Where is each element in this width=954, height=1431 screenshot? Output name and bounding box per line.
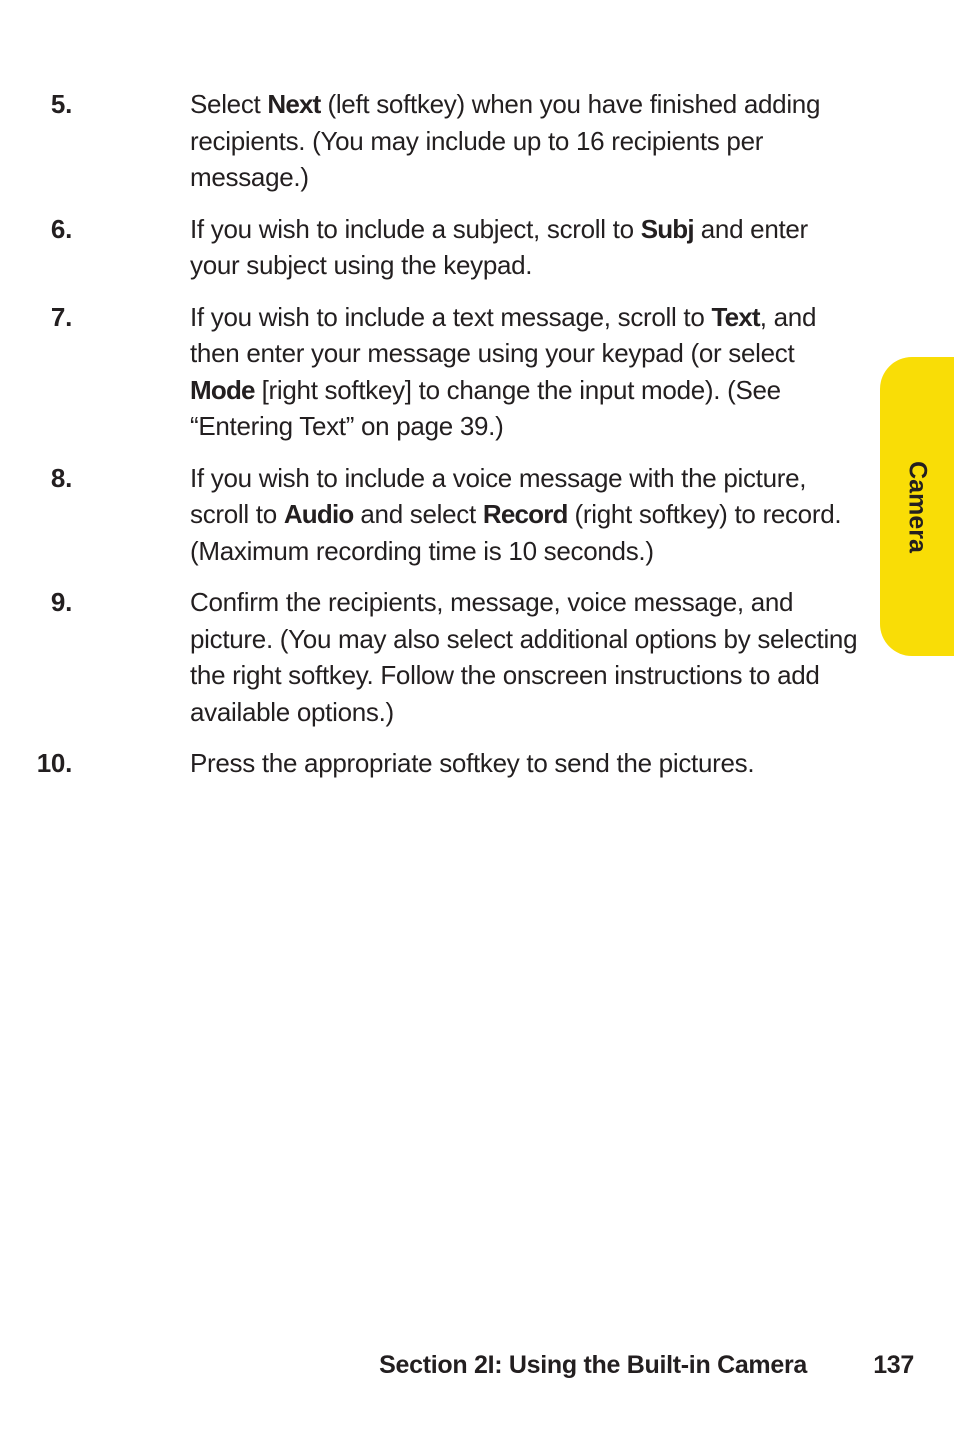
step-text [190,86,860,196]
step-text-run: (left softkey) when you have finished adding recipients. (You may include up to 16 recipients per message.) [190,89,821,192]
step-text [190,584,860,730]
step-item [0,211,860,284]
step-item [0,299,860,445]
step-item [0,584,860,730]
step-text [190,211,860,284]
step-text-run: and enter your subject using the keypad. [190,213,808,280]
step-text [190,299,860,445]
step-keyword: Subj [640,213,694,244]
step-text-run: If you wish to include a voice message with the picture, scroll to [190,462,807,529]
step-number: 7. [50,301,72,332]
step-text-run: , and then enter your message using your keypad (or select [190,301,817,368]
step-text-run: Press the appropriate softkey to send the pictures. [190,748,755,778]
step-text-run: If you wish to include a subject, scroll to [190,213,641,244]
step-item [0,460,860,570]
step-text-run: Confirm the recipients, message, voice message, and picture. (You may also select additional options by selecting the right softkey. Follow the onscreen instructions to add available options.) [190,587,858,727]
step-keyword: Record [482,499,568,529]
step-text-run: If you wish to include a text message, scroll to [190,301,712,332]
step-text-run: [right softkey] to change the input mode). (See “Entering Text” on page 39.) [190,374,781,441]
step-text-run: (right softkey) to record. (Maximum recording time is 10 seconds.) [190,499,842,566]
step-text-run: Select [190,89,268,119]
step-text-run: and select [353,499,483,529]
step-item [0,86,860,196]
step-item [0,745,860,782]
step-number: 8. [50,462,72,493]
step-keyword: Text [711,301,760,332]
step-keyword: Mode [190,374,255,405]
side-tab-label: Camera [903,460,932,553]
step-number: 5. [50,89,72,119]
step-keyword: Audio [283,499,354,529]
step-number: 9. [50,587,72,617]
step-text [190,460,860,570]
section-side-tab [880,357,954,656]
footer-section-title: Section 2I: Using the Built-in Camera [379,1351,807,1379]
instruction-steps [0,86,954,797]
step-number: 10. [36,748,72,778]
step-keyword: Next [267,89,321,119]
page-number: 137 [873,1351,914,1379]
step-text [190,745,860,782]
step-number: 6. [50,213,72,244]
